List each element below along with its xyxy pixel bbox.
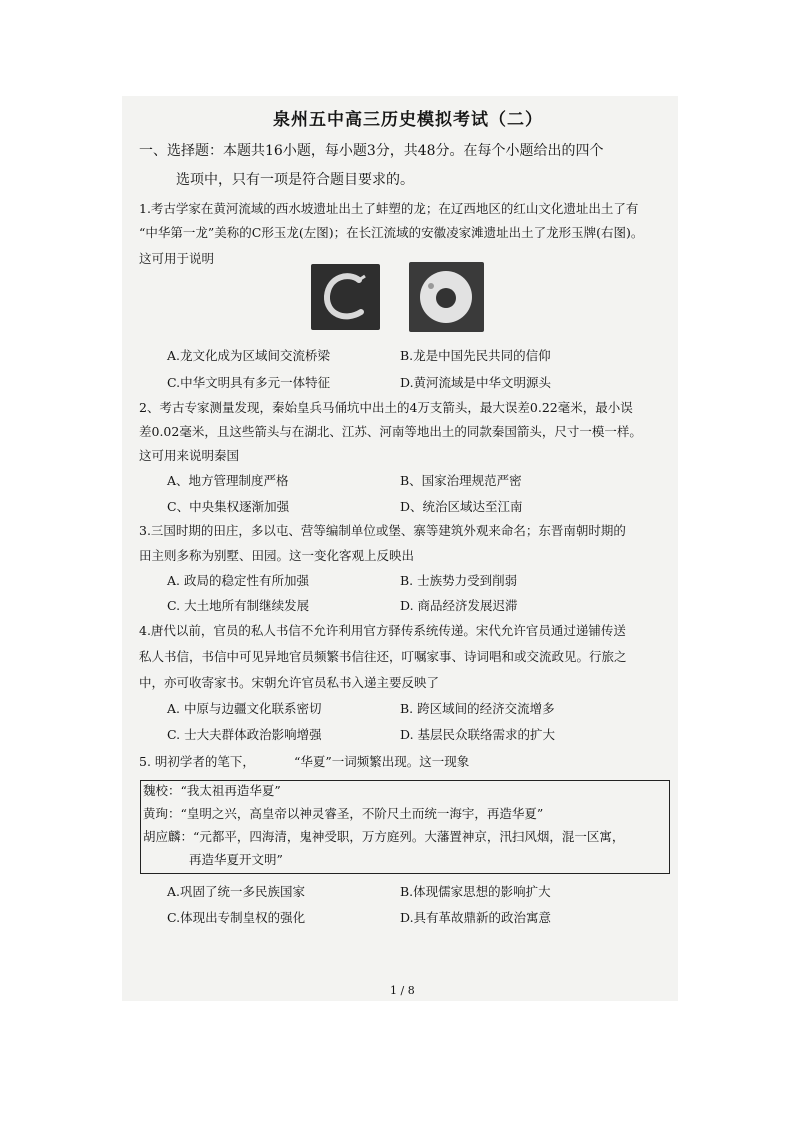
- q5-option-a: A.巩固了统一多民族国家: [167, 884, 306, 899]
- q1-option-d: D.黄河流域是中华文明源头: [400, 375, 552, 390]
- q5-quote-1: 魏校：“我太祖再造华夏”: [143, 783, 281, 798]
- q3-stem-line2: 田主则多称为别墅、田园。这一变化客观上反映出: [139, 548, 415, 563]
- q2-option-c: C、中央集权逐渐加强: [167, 499, 290, 514]
- q2-stem-line1: 2、考古专家测量发现，秦始皇兵马俑坑中出土的4万支箭头，最大误差0.22毫米，最小误: [139, 400, 633, 415]
- q2-stem-line3: 这可用来说明秦国: [139, 448, 240, 463]
- section-heading-line2: 选项中，只有一项是符合题目要求的。: [176, 172, 414, 188]
- q3-option-c: C. 大土地所有制继续发展: [167, 598, 310, 613]
- q3-option-a: A. 政局的稳定性有所加强: [167, 573, 309, 588]
- q1-option-b: B.龙是中国先民共同的信仰: [400, 348, 551, 363]
- q5-option-b: B.体现儒家思想的影响扩大: [400, 884, 551, 899]
- q2-option-d: D、统治区域达至江南: [400, 499, 523, 514]
- q5-option-d: D.具有革故鼎新的政治寓意: [400, 910, 552, 925]
- q4-stem-line1: 4.唐代以前，官员的私人书信不允许利用官方驿传系统传递。宋代允许官员通过递铺传送: [139, 623, 626, 638]
- q5-option-c: C.体现出专制皇权的强化: [167, 910, 306, 925]
- q3-option-b: B. 士族势力受到削弱: [400, 573, 518, 588]
- section-heading-line1: 一、选择题：本题共16小题，每小题3分，共48分。在每个小题给出的四个: [139, 143, 604, 159]
- q3-option-d: D. 商品经济发展迟滞: [400, 598, 518, 613]
- q4-stem-line3: 中，亦可收寄家书。宋朝允许官员私书入递主要反映了: [139, 675, 440, 690]
- q5-quote-4: 再造华夏开文明”: [189, 852, 283, 867]
- q4-option-c: C. 士大夫群体政治影响增强: [167, 727, 322, 742]
- q4-stem-line2: 私人书信，书信中可见异地官员频繁书信往还，叮嘱家事、诗词唱和或交流政见。行旅之: [139, 649, 627, 664]
- q4-option-b: B. 跨区域间的经济交流增多: [400, 701, 555, 716]
- c-shaped-jade-dragon-photo: [311, 264, 380, 330]
- q1-stem-line1: 1.考古学家在黄河流域的西水坡遗址出土了蚌塑的龙；在辽西地区的红山文化遗址出土了有: [139, 201, 639, 216]
- q1-stem-line2: “中华第一龙”美称的C形玉龙(左图)；在长江流域的安徽凌家滩遗址出土了龙形玉牌(右图)。: [139, 225, 644, 240]
- q5-quote-2: 黄珣：“皇明之兴，高皇帝以神灵睿圣，不阶尺土而统一海宇，再造华夏”: [143, 806, 544, 821]
- q5-stem-part2: “华夏”一词频繁出现。这一现象: [294, 754, 470, 769]
- q5-quote-3: 胡应麟：“元都平，四海清，鬼神受职，万方庭列。大藩置神京，汛扫风烟，混一区寓，: [143, 829, 625, 844]
- q4-option-d: D. 基层民众联络需求的扩大: [400, 727, 556, 742]
- q5-stem-part1: 5. 明初学者的笔下，: [139, 754, 255, 769]
- q2-stem-line2: 差0.02毫米，且这些箭头与在湖北、江苏、河南等地出土的同款秦国箭头，尺寸一模一样。: [139, 424, 642, 439]
- page-number: 1 / 8: [390, 984, 415, 997]
- q2-option-b: B、国家治理规范严密: [400, 473, 522, 488]
- q1-option-a: A.龙文化成为区域间交流桥梁: [167, 348, 331, 363]
- q3-stem-line1: 3.三国时期的田庄，多以屯、营等编制单位或堡、寨等建筑外观来命名；东晋南朝时期的: [139, 523, 626, 538]
- q1-option-c: C.中华文明具有多元一体特征: [167, 375, 331, 390]
- q2-option-a: A、地方管理制度严格: [167, 473, 289, 488]
- q4-option-a: A. 中原与边疆文化联系密切: [167, 701, 322, 716]
- exam-title: 泉州五中高三历史模拟考试（二）: [273, 110, 543, 130]
- jade-dragon-plaque-photo: [409, 262, 484, 332]
- q1-stem-line3: 这可用于说明: [139, 251, 215, 266]
